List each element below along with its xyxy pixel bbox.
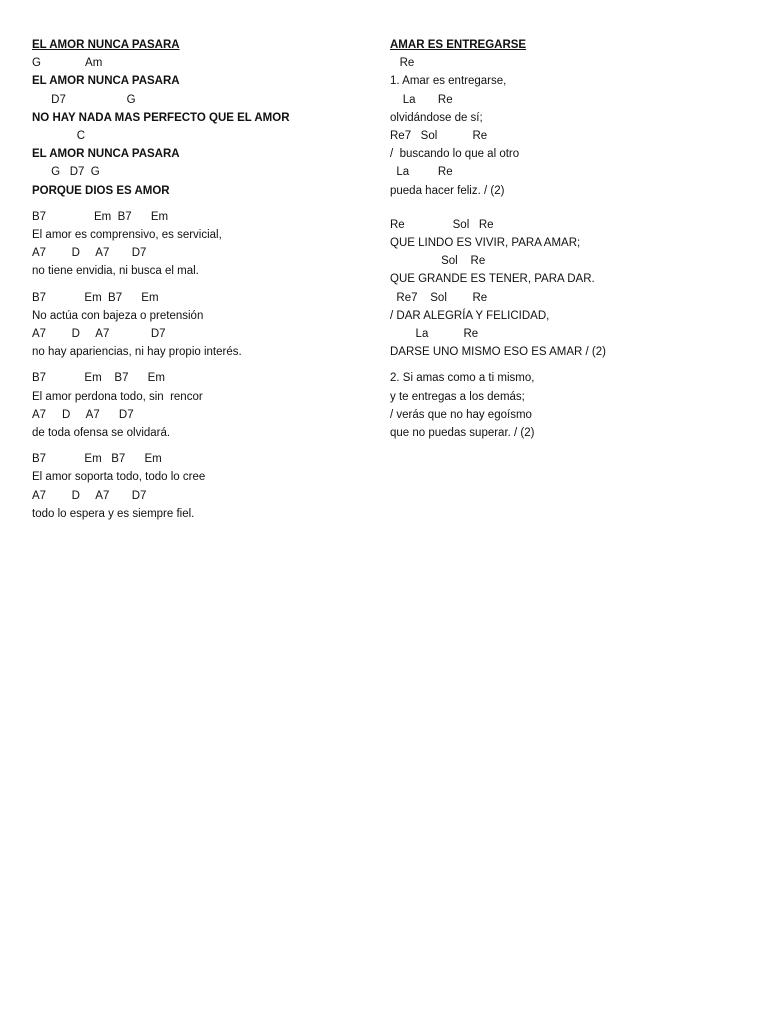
lyric-line: El amor es comprensivo, es servicial, (32, 229, 222, 242)
chord-line: B7 Em B7 Em (32, 291, 159, 304)
chord-line: A7 D A7 D7 (32, 408, 134, 421)
lyric-line: El amor soporta todo, todo lo cree (32, 471, 206, 484)
lyric-line: QUE LINDO ES VIVIR, PARA AMAR; (390, 237, 581, 250)
lyric-line: No actúa con bajeza o pretensión (32, 309, 204, 322)
lyric-line: PORQUE DIOS ES AMOR (32, 184, 170, 197)
chord-line: G Am (32, 57, 103, 70)
song-title: EL AMOR NUNCA PASARA (32, 39, 180, 51)
chord-line: Re7 Sol Re (390, 130, 488, 143)
chord-line: La Re (390, 328, 479, 341)
chorus-block (390, 216, 740, 362)
lyric-line: / DAR ALEGRÍA Y FELICIDAD, (390, 309, 550, 322)
lyric-line: EL AMOR NUNCA PASARA (32, 75, 180, 88)
chord-line: Re (390, 57, 415, 70)
chord-line: A7 D A7 D7 (32, 328, 166, 341)
lyric-line: 1. Amar es entregarse, (390, 75, 507, 88)
verse-block (390, 369, 740, 442)
chord-line: G D7 G (32, 166, 100, 179)
song-right-column (390, 36, 740, 442)
verse-block (32, 450, 362, 523)
lyric-line: / verás que no hay egoísmo (390, 408, 532, 421)
lyric-line: / buscando lo que al otro (390, 148, 520, 161)
chord-line: C (32, 130, 86, 143)
lyric-line: olvidándose de sí; (390, 111, 483, 124)
chord-line: B7 Em B7 Em (32, 372, 165, 385)
lyric-line: NO HAY NADA MAS PERFECTO QUE EL AMOR (32, 111, 290, 124)
lyric-line: EL AMOR NUNCA PASARA (32, 148, 180, 161)
chord-line: B7 Em B7 Em (32, 210, 169, 223)
lyric-line: no hay apariencias, ni hay propio interés. (32, 346, 242, 359)
chord-line: A7 D A7 D7 (32, 247, 147, 260)
lyric-line: de toda ofensa se olvidará. (32, 427, 171, 440)
lyric-line: El amor perdona todo, sin rencor (32, 390, 203, 403)
chord-line: La Re (390, 166, 453, 179)
lyric-line: no tiene envidia, ni busca el mal. (32, 265, 199, 278)
chord-line: Re7 Sol Re (390, 291, 488, 304)
chord-line: Re Sol Re (390, 218, 494, 231)
lyric-line: pueda hacer feliz. / (2) (390, 184, 505, 197)
verse-block (32, 289, 362, 362)
verse-block (32, 369, 362, 442)
lyric-line: y te entregas a los demás; (390, 390, 525, 403)
lyric-line: QUE GRANDE ES TENER, PARA DAR. (390, 273, 595, 286)
lyric-line: DARSE UNO MISMO ESO ES AMAR / (2) (390, 346, 606, 359)
chord-line: B7 Em B7 Em (32, 453, 162, 466)
song-left-column (32, 36, 362, 523)
chord-line: A7 D A7 D7 (32, 489, 147, 502)
lyric-line: 2. Si amas como a ti mismo, (390, 372, 535, 385)
lyric-line: que no puedas superar. / (2) (390, 427, 535, 440)
chord-line: La Re (390, 93, 453, 106)
verse-block (32, 208, 362, 281)
chord-line: Sol Re (390, 255, 486, 268)
song-title: AMAR ES ENTREGARSE (390, 39, 527, 51)
lyric-line: todo lo espera y es siempre fiel. (32, 507, 195, 520)
chorus-block (32, 54, 362, 200)
verse-block (390, 54, 740, 200)
chord-line: D7 G (32, 93, 136, 106)
